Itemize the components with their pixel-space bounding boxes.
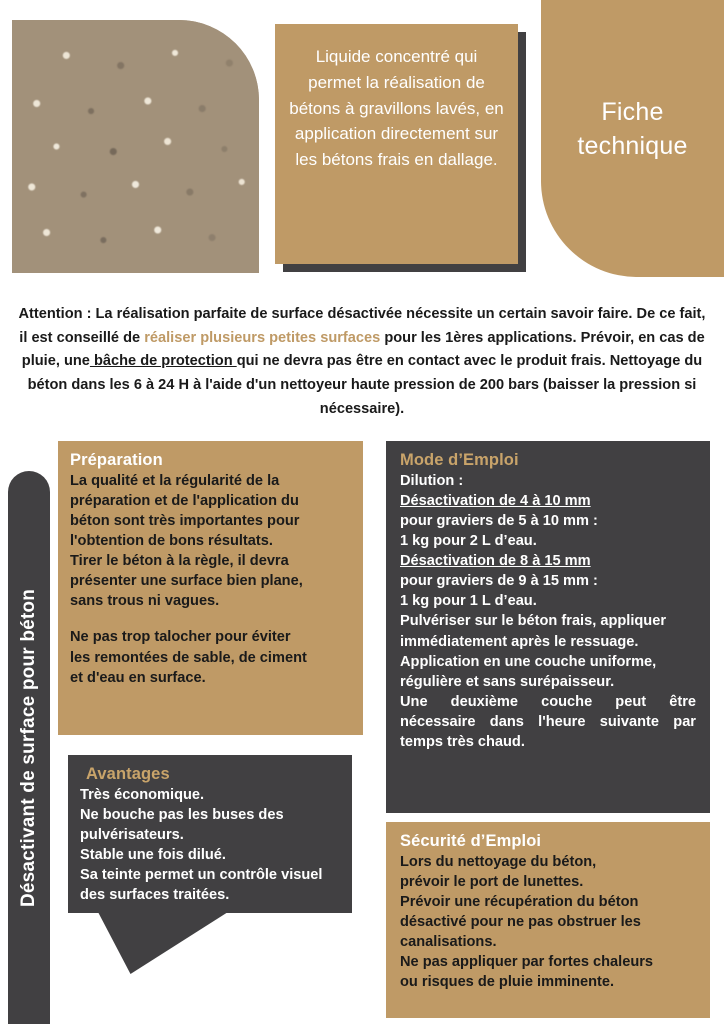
preparation-line: Ne pas trop talocher pour éviter [70, 629, 291, 646]
avantages-line: Très économique. [80, 787, 205, 803]
attention-text-part-1: Attention : La réalisation parfaite de surface désactivée nécessite un certain savoir faire. De ce fait, il est conseillé de [18, 306, 706, 346]
attention-highlight-tan: réaliser plusieurs petites surfaces [144, 329, 381, 346]
avantages-line: Stable une fois dilué. [80, 847, 226, 864]
avantages-line: Ne bouche pas les buses des [80, 807, 284, 824]
securite-line: prévoir le port de lunettes. [400, 874, 584, 891]
dilution-label: Dilution : [400, 473, 464, 489]
securite-line: désactivé pour ne pas obstruer les [400, 914, 641, 931]
attention-text-part-2: pour les 1ères applications. Prévoir, en cas de pluie, une [21, 329, 705, 370]
securite-line: Prévoir une récupération du béton [400, 894, 639, 911]
preparation-line: l'obtention de bons résultats. [70, 533, 273, 550]
securite-line: canalisations. [400, 934, 497, 951]
fiche-technique-title [569, 96, 695, 164]
preparation-line: préparation et de l'application du [70, 493, 299, 510]
fiche-title-line-2: technique [577, 131, 688, 160]
mode-emploi-line: Pulvériser sur le béton frais, appliquer [400, 613, 667, 630]
attention-paragraph [18, 303, 706, 421]
fiche-technique-panel [541, 0, 724, 277]
securite-line: Lors du nettoyage du béton, [400, 854, 597, 870]
securite-line: ou risques de pluie imminente. [400, 974, 615, 991]
gravel-texture-layer-2 [12, 20, 259, 273]
desactivation-8-15-title: Désactivation de 8 à 15 mm [400, 553, 591, 570]
preparation-spacer [70, 611, 351, 627]
avantages-line: Sa teinte permet un contrôle visuel [80, 867, 323, 884]
preparation-line: présenter une surface bien plane, [70, 573, 303, 590]
avantages-line: pulvérisateurs. [80, 827, 184, 844]
header-banner [0, 0, 724, 290]
mode-emploi-line: régulière et sans surépaisseur. [400, 673, 615, 690]
preparation-heading: Préparation [70, 451, 163, 469]
desactivation-4-10-title: Désactivation de 4 à 10 mm [400, 493, 591, 510]
desactivation-4-10-gravel: pour graviers de 5 à 10 mm : [400, 513, 598, 530]
mode-emploi-panel [386, 441, 710, 813]
securite-emploi-heading: Sécurité d’Emploi [400, 832, 542, 850]
product-intro-text: Liquide concentré qui permet la réalisation de bétons à gravillons lavés, en application directement sur les bétons frais en dallage. [289, 47, 504, 170]
attention-highlight-underline: bâche de protection [89, 353, 237, 370]
preparation-line: Tirer le béton à la règle, il devra [70, 553, 289, 570]
avantages-heading: Avantages [86, 765, 170, 783]
preparation-line: sans trous ni vagues. [70, 593, 220, 610]
avantages-speech-bubble-tail [98, 912, 228, 974]
gravel-concrete-photo [12, 20, 259, 273]
desactivation-4-10-ratio: 1 kg pour 2 L d’eau. [400, 533, 537, 550]
vertical-product-tab [8, 471, 50, 1024]
attention-text-part-3: qui ne devra pas être en contact avec le produit frais. Nettoyage du béton dans les 6 à 24 H à l'aide d'un nettoyeur haute pression de 200 bars (baisser la pression si nécessaire). [27, 353, 703, 417]
preparation-panel [58, 441, 363, 735]
preparation-line: les remontées de sable, de ciment [70, 649, 307, 666]
securite-emploi-panel [386, 822, 710, 1018]
fiche-title-line-1: Fiche [601, 97, 664, 126]
avantages-panel [68, 755, 352, 913]
preparation-line: et d'eau en surface. [70, 669, 206, 686]
desactivation-8-15-gravel: pour graviers de 9 à 15 mm : [400, 573, 598, 590]
mode-emploi-line: Application en une couche uniforme, [400, 653, 657, 670]
mode-emploi-heading: Mode d’Emploi [400, 451, 519, 469]
desactivation-8-15-ratio: 1 kg pour 1 L d’eau. [400, 593, 537, 610]
securite-line: Ne pas appliquer par fortes chaleurs [400, 954, 654, 971]
avantages-line: des surfaces traitées. [80, 887, 230, 904]
product-intro-box [275, 24, 518, 264]
mode-emploi-justified-paragraph: Une deuxième couche peut être nécessaire dans l'heure suivante par temps très chaud. [400, 693, 696, 750]
vertical-product-tab-label: Désactivant de surface pour béton [18, 588, 40, 907]
preparation-line: La qualité et la régularité de la [70, 473, 280, 489]
mode-emploi-line: immédiatement après le ressuage. [400, 633, 639, 650]
preparation-line: béton sont très importantes pour [70, 513, 300, 530]
